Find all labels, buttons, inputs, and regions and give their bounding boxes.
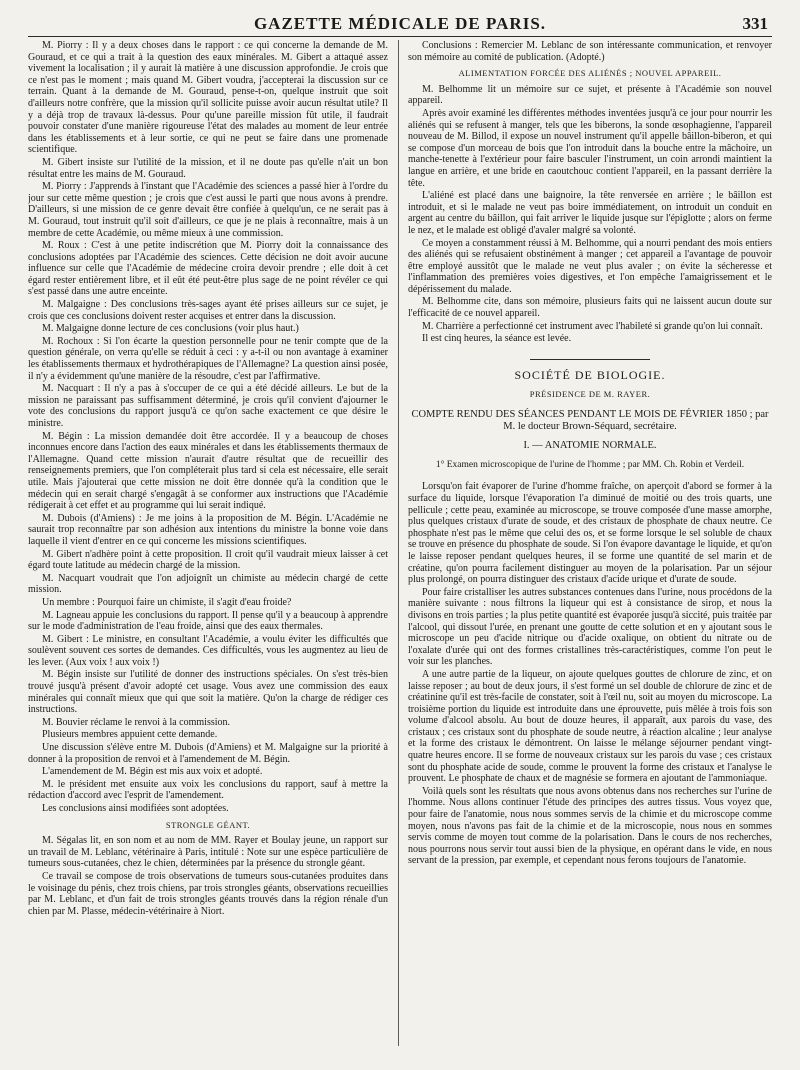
paragraph: Les conclusions ainsi modifiées sont adoptées.: [42, 803, 229, 814]
paragraph: M. le président met ensuite aux voix les conclusions du rapport, sauf à mettre la rédaction d'accord avec l'esprit de l'amendement.: [28, 778, 388, 802]
paragraph: Pour faire cristalliser les autres substances contenues dans l'urine, nous procédons de la manière suivante : nous filtrons la liqueur qui est à consistance de sirop, et nous la divisons en trois parties ; la plus petite quantité est évaporée jusqu'à siccité, puis traitée par l'alcool, qui dissout l'urée, en prenant une goutte de cette solution et en y ajoutant sous le microscope un peu d'acide nitrique ou d'acide oxalique, on obtient du nitrate ou de l'oxalate d'urée qui ont des formes cristallines très-caractéristiques, comme l'on peut le voir sur les planches.: [408, 586, 772, 668]
paragraph: Il est cinq heures, la séance est levée.: [422, 333, 572, 345]
paragraph: M. Charrière a perfectionné cet instrument avec l'habileté si grande qu'on lui connaît.: [422, 320, 763, 332]
paragraph: M. Gibert : Le ministre, en consultant l'Académie, a voulu éviter les difficultés que soulèvent souvent ces sortes de demandes. Ces difficultés, vous les augmentez au lieu de les lever. (Aux voix ! aux voix !): [28, 633, 388, 668]
paragraph: M. Lagneau appuie les conclusions du rapport. Il pense qu'il y a beaucoup à apprendre sur le mode d'administration de l'eau froide, ainsi que des eaux thermales.: [28, 609, 388, 633]
page-header: [28, 6, 772, 37]
paragraph: Plusieurs membres appuient cette demande.: [42, 729, 218, 741]
paragraph: M. Dubois (d'Amiens) : Je me joins à la proposition de M. Bégin. L'Académie ne saurait trop reconnaître par son adhésion aux intentions du ministre la bonne voie dans laquelle il vient d'entrer en ce qui concerne les missions scientifiques.: [28, 512, 388, 547]
section-heading-anatomie: I. — ANATOMIE NORMALE.: [523, 440, 657, 452]
paragraph: M. Bégin : La mission demandée doit être accordée. Il y a beaucoup de choses inconnues encore dans l'action des eaux minérales et dans les établissements thermaux de l'Allemagne. Quand cette mission n'aurait d'autre résultat que de recueillir des renseignements premiers, que l'on compléterait plus tard si cela est nécessaire, elle serait utile. Mais j'ajouterai que cette mission ne doit être donnée qu'à la condition que le médecin qui en serait chargé s'engagât à se conformer aux instructions que l'Académie rédigerait à cet effet et au programme qui lui serait indiqué.: [28, 430, 388, 512]
paragraph: M. Belhomme cite, dans son mémoire, plusieurs faits qui ne laissent aucun doute sur l'efficacité de ce nouvel appareil.: [408, 296, 772, 320]
paragraph: M. Nacquart voudrait que l'on adjoignît un chimiste au médecin chargé de cette mission.: [28, 572, 388, 596]
paragraph: M. Piorry : J'apprends à l'instant que l'Académie des sciences a passé hier à l'ordre du jour sur cette même question ; je crois que c'est aussi le parti que nous avons à prendre. D'ailleurs, si une mission de ce genre devait être confiée à quelqu'un, ce ne serait pas à M. Gouraud, tout instruit qu'il soit d'ailleurs, ce que je ne plais à reconnaître, mais à un membre de cette Académie, ou même mieux à une commission.: [28, 181, 388, 239]
paragraph: M. Belhomme lit un mémoire sur ce sujet, et présente à l'Académie son nouvel appareil.: [408, 83, 772, 107]
paragraph: M. Gibert n'adhère point à cette proposition. Il croit qu'il vaudrait mieux laisser à cet égard toute latitude au médecin chargé de la mission.: [28, 548, 388, 572]
paragraph: Un membre : Pourquoi faire un chimiste, il s'agit d'eau froide?: [42, 596, 292, 608]
journal-title: GAZETTE MÉDICALE DE PARIS.: [253, 14, 547, 33]
subsection-heading-urine: 1° Examen microscopique de l'urine de l'homme ; par MM. Ch. Robin et Verdeil.: [435, 459, 745, 470]
paragraph: M. Nacquart : Il n'y a pas à s'occuper de ce qui a été décidé ailleurs. Le but de la mission ne paraissant pas suffisamment déterminé, je crois qu'il convient d'ajourner le vote des conclusions du rapport jusqu'à ce qu'on sache exactement ce que désire le ministre.: [28, 383, 388, 429]
left-column: [28, 40, 388, 1046]
paragraph: Voilà quels sont les résultats que nous avons obtenus dans nos recherches sur l'urine de l'homme. Nous allons continuer l'étude des principes des autres tissus. Vous voyez que, pour faire de l'anatomie, nous nous sommes servis de la chimie et du microscope comme moyen, nous n'avons pas fait de la chimie et de la microscopie, nous nous en sommes servis comme de moyen tout comme de la polarisation. Dans le cours de nos recherches, nous pourrons nous servir tout aussi bien de la physique, en opérant dans le vide, en nous servant de la pression, par exemple, et cependant nous ferons toujours de l'anatomie.: [408, 785, 772, 867]
presidency-line: PRÉSIDENCE DE M. RAYER.: [529, 389, 651, 400]
society-title: SOCIÉTÉ DE BIOLOGIE.: [514, 367, 666, 382]
paragraph: M. Ségalas lit, en son nom et au nom de MM. Rayer et Boulay jeune, un rapport sur un travail de M. Leblanc, vétérinaire à Paris, intitulé : Note sur une espèce particulière de tumeurs sous-cutanées, chez le chien, déterminées par la présence du strongle géant.: [28, 835, 388, 870]
paragraph: M. Bégin insiste sur l'utilité de donner des instructions spéciales. On s'est très-bien trouvé jusqu'à présent d'avoir adopté cet usage. Vous avez une commission des eaux minérales qui connaît mieux que qui que soit la matière. Qu'on la charge de rédiger ces instructions.: [28, 669, 388, 716]
paragraph: A une autre partie de la liqueur, on ajoute quelques gouttes de chlorure de zinc, et on laisse reposer ; au bout de deux jours, il s'est formé un sel double de chlorure de zinc et de créatinine qu'il est très-facile de constater, soit à l'œil nu, soit au moyen du microscope. La troisième portion du liquide est introduite dans une éprouvette, puis mêlée à trois fois son volume d'alcool absolu. Au bout de douze heures, il apparaît, aux parois du vase, des cristaux ; ces cristaux sont du phosphate de soude neutre, à réaction alcaline ; leur analyse et la forme des cristaux le démontrent. On laisse le mélange séjourner pendant vingt-quatre heures encore. Il se forme de nouveaux cristaux sur les parois du vase ; ces cristaux sont du phosphate acide de soude, comme le prouvent la forme des cristaux et l'analyse le prouvent. Le phosphate de chaux et de magnésie se formera en ajoutant de l'ammoniaque.: [408, 668, 772, 785]
paragraph: Une discussion s'élève entre M. Dubois (d'Amiens) et M. Malgaigne sur la priorité à donner à la proposition de renvoi et à l'amendement de M. Bégin.: [28, 742, 388, 765]
paragraph: Après avoir examiné les différentes méthodes inventées jusqu'à ce jour pour nourrir les aliénés qui se refusent à manger, tels que les biberons, la sonde œsophagienne, l'appareil nouveau de M. Billod, il expose un nouvel instrument qu'il appelle bâillon-biberon, et qui se compose d'un morceau de bois que l'on introduit dans la bouche entre la mâchoire, un manche-tenette à l'extérieur pour faire basculer l'instrument, un coin arrondi maintient la langue en arrière, et une bride en caoutchouc contient l'appareil, en la passant derrière la tête.: [408, 107, 772, 189]
leblanc-conclusions: Conclusions : Remercier M. Leblanc de son intéressante communication, et renvoyer son mémoire au comité de publication. (Adopté.): [408, 40, 772, 63]
paragraph: M. Piorry : Il y a deux choses dans le rapport : ce qui concerne la demande de M. Gouraud, et ce qui a trait à la question des eaux minérales. M. Gibert a attaqué assez vivement la localisation ; il y aurait là matière à une discussion approfondie. Je crois que ce n'est pas le moment ; mais quand M. Gibert voudra, j'accepterai la discussion sur ce terrain. Quant à la demande de M. Gouraud, pense-t-on, quelque instruit que soit d'ailleurs notre confrère, que la mission qu'il sollicite puisse avoir aucun résultat utile? Il y a déjà trop de travaux là-dessus. Pour qu'une pareille mission fût utile, il faudrait pouvoir constater d'une manière rigoureuse l'état des malades au moment de leur entrée dans les établissements et à leur sortie, ce qui ne peut se faire dans une promenade scientifique.: [28, 40, 388, 156]
paragraph: L'aliéné est placé dans une baignoire, la tête renversée en arrière ; le bâillon est introduit, et si le malade ne veut pas boire immédiatement, on introduit un conduit en argent au centre du bâillon, qui fait arriver le liquide jusque sur l'épiglotte ; alors on ferme le nez, et le malade est obligé d'avaler malgré sa volonté.: [408, 190, 772, 236]
paragraph: M. Malgaigne : Des conclusions très-sages ayant été prises ailleurs sur ce sujet, je crois que ces conclusions doivent rester acquises et entrer dans la discussion.: [28, 299, 388, 322]
paragraph: M. Malgaigne donne lecture de ces conclusions (voir plus haut.): [42, 323, 299, 335]
section-heading-alimentation: ALIMENTATION FORCÉE DES ALIÉNÉS ; NOUVEL APPAREIL.: [458, 68, 722, 79]
paragraph: L'amendement de M. Bégin est mis aux voix et adopté.: [42, 766, 263, 778]
section-rule: [530, 359, 650, 360]
paragraph: M. Gibert insiste sur l'utilité de la mission, et il ne doute pas qu'elle n'ait un bon résultat entre les mains de M. Gouraud.: [28, 156, 388, 180]
paragraph: M. Rochoux : Si l'on écarte la question personnelle pour ne tenir compte que de la question générale, on verra qu'elle se réduit à ceci : y a-t-il ou non avantage à examiner les établissements thermaux et hydrothérapiques de l'Allemagne? La question ainsi posée, il n'y a évidemment qu'une manière de la résoudre, c'est par l'affirmative.: [28, 335, 388, 382]
anatomie-section: [408, 481, 772, 867]
paragraph: Ce moyen a constamment réussi à M. Belhomme, qui a nourri pendant des mois entiers des aliénés qui se refusaient obstinément à manger ; cet appareil a l'avantage de pouvoir être employé aussitôt que le malade ne veut plus avaler ; on évite la sécheresse et l'inflammation des premières voies digestives, et l'on empêche l'amaigrissement et le dépérissement du malade.: [408, 237, 772, 295]
paragraph: Ce travail se compose de trois observations de tumeurs sous-cutanées produites dans le voisinage du pénis, chez trois chiens, par trois strongles géants, observations recueillies par M. Leblanc, et d'un fait de trois strongles géants trouvés dans la région rénale d'un chien par M. Plasse, médecin-vétérinaire à Niort.: [28, 870, 388, 917]
paragraph: M. Bouvier réclame le renvoi à la commission.: [42, 716, 231, 728]
column-divider: [398, 40, 399, 1046]
paragraph: Lorsqu'on fait évaporer de l'urine d'homme fraîche, on aperçoit d'abord se former à la surface du liquide, lorsque l'évaporation l'a diminué de moitié ou des trois quarts, une pellicule ; cette peau, examinée au microscope, se trouve composée d'une masse amorphe, plus quelques cristaux d'urate de soude, et des cristaux de phosphate de chaux neutre. Ce phosphate n'est pas le même que celui des os, et se forme lorsque le sel soluble de chaux se trouve en présence du phosphate de soude. Si l'on évapore davantage le liquide, et qu'on le laisse reposer pendant quelques heures, il se forme une quantité de sel marin et de créatine, qu'on pourra facilement distinguer au moyen de la polarisation. Par un séjour plus prolongé, on pourra distinguer des cristaux d'acide urique et d'urate de soude.: [408, 481, 772, 586]
right-column: [408, 40, 772, 1046]
page-number: 331: [742, 14, 768, 33]
alimentation-section: [408, 84, 772, 345]
compte-rendu-heading: COMPTE RENDU DES SÉANCES PENDANT LE MOIS DE FÉVRIER 1850 ; par M. le docteur Brown-Séquard, secrétaire.: [411, 409, 769, 432]
paragraph: M. Roux : C'est à une petite indiscrétion que M. Piorry doit la connaissance des conclusions adoptées par l'Académie des sciences. Cette décision ne doit avoir aucune influence sur celle que l'Académie de médecine croira devoir prendre ; elle doit à cet égard rester entièrement libre, et il eût été peut-être plus sage de ne point révéler ce qui s'est passé dans une autre enceinte.: [28, 240, 388, 298]
section-heading-strongle: STRONGLE GÉANT.: [165, 819, 251, 830]
